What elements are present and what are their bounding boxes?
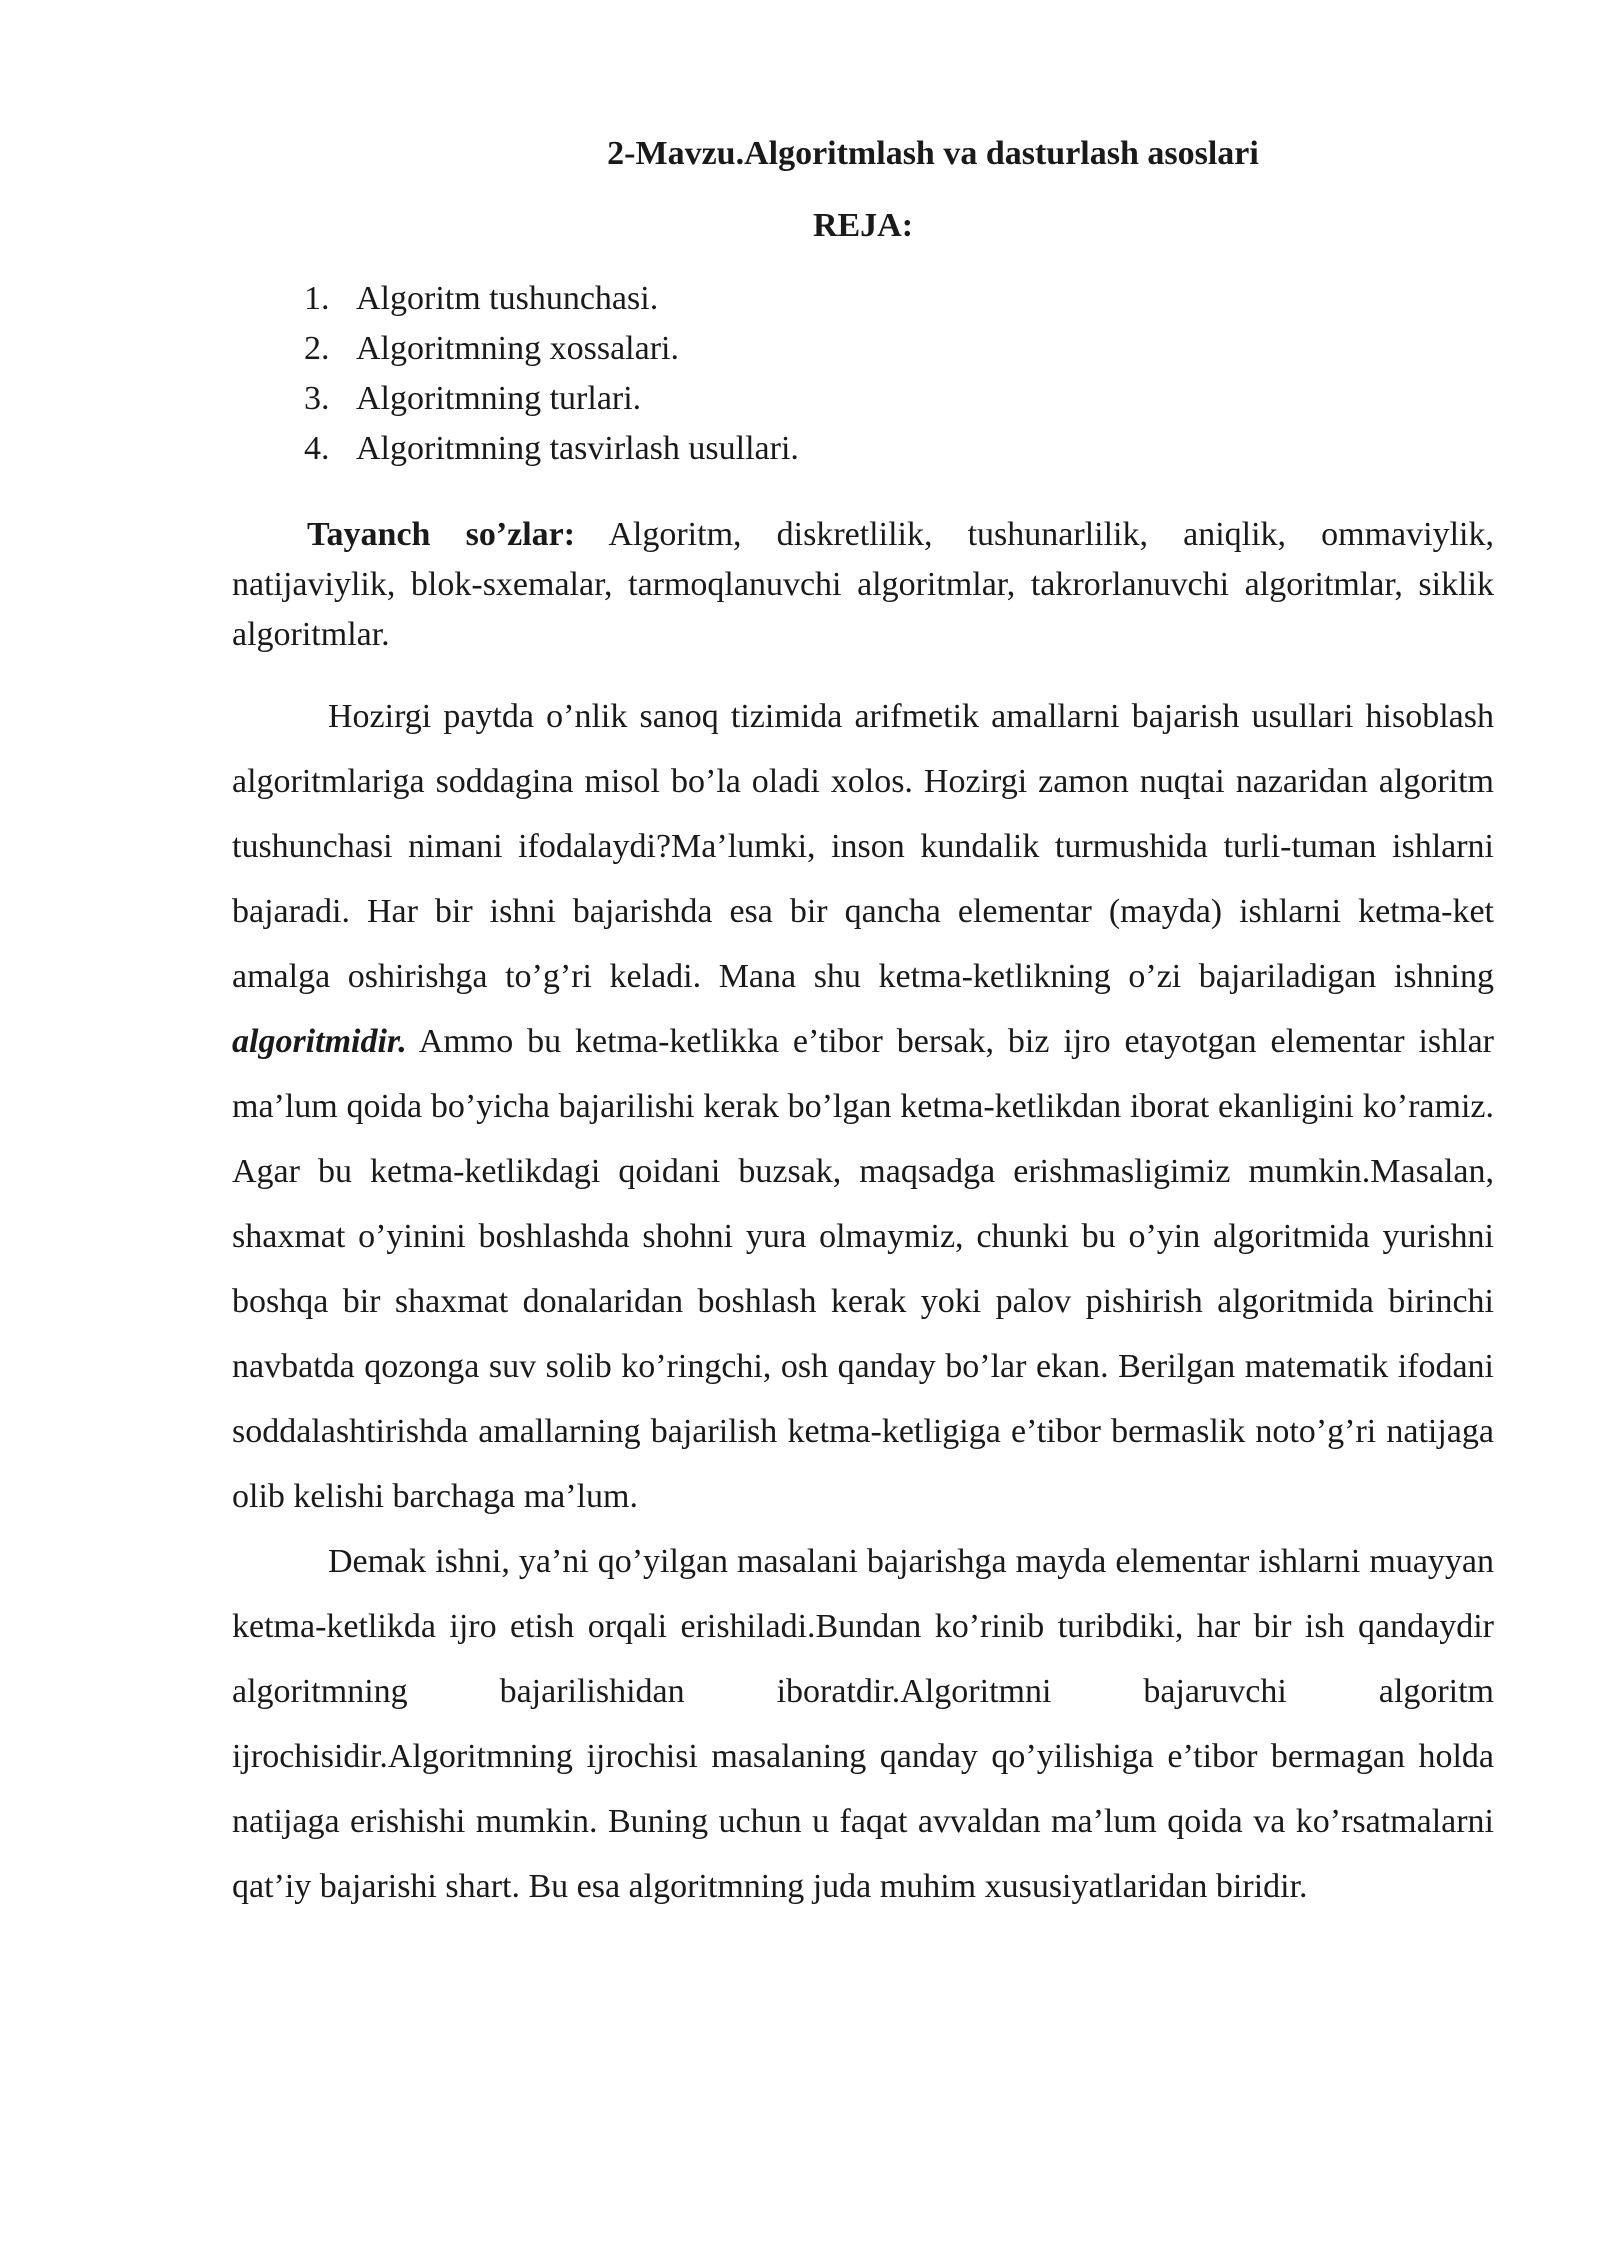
plan-item-text: Algoritm tushunchasi. [356, 280, 659, 317]
document-title: 2-Mavzu.Algoritmlash va dasturlash asoslari [607, 135, 1259, 172]
paragraph-1-emphasis: algoritmidir. [232, 1023, 407, 1060]
plan-item-text: Algoritmning turlari. [356, 380, 642, 417]
plan-item-number: 4. [304, 430, 330, 467]
plan-item [304, 374, 1494, 424]
keywords-paragraph [232, 510, 1494, 660]
body-paragraph-2 [232, 1529, 1494, 1919]
plan-item-text: Algoritmning tasvirlash usullari. [356, 430, 799, 467]
body-paragraph-1 [232, 684, 1494, 1529]
plan-item-number: 1. [304, 280, 330, 317]
paragraph-2-text: Demak ishni, ya’ni qo’yilgan masalani bajarishga mayda elementar ishlarni muayyan ketma-ketlikda ijro etish orqali erishiladi.Bundan ko’rinib turibdiki, har bir ish qandaydir algoritmning bajarilishidan iboratdir.Algoritmni bajaruvchi algoritm ijrochisidir.Algoritmning ijrochisi masalaning qanday qo’yilishiga e’tibor bermagan holda natijaga erishishi mumkin. Buning uchun u faqat avvaldan ma’lum qoida va ko’rsatmalarni qat’iy bajarishi shart. Bu esa algoritmning juda muhim xususiyatlaridan biridir. [232, 1543, 1494, 1905]
plan-item [304, 424, 1494, 474]
paragraph-1-text-b: Ammo bu ketma-ketlikka e’tibor bersak, biz ijro etayotgan elementar ishlar ma’lum qoida bo’yicha bajarilishi kerak bo’lgan ketma-ketlikdan iborat ekanligini ko’ramiz. Agar bu ketma-ketlikdagi qoidani buzsak, maqsadga erishmasligimiz mumkin.Masalan, shaxmat o’yinini boshlashda shohni yura olmaymiz, chunki bu o’yin algoritmida yurishni boshqa bir shaxmat donalaridan boshlash kerak yoki palov pishirish algoritmida birinchi navbatda qozonga suv solib ko’ringchi, osh qanday bo’lar ekan. Berilgan matematik ifodani soddalashtirishda amallarning bajarilish ketma-ketligiga e’tibor bermaslik noto’g’ri natijaga olib kelishi barchaga ma’lum. [232, 1023, 1494, 1515]
plan-item [304, 274, 1494, 324]
plan-item [304, 324, 1494, 374]
plan-heading: REJA: [812, 207, 914, 244]
plan-item-text: Algoritmning xossalari. [356, 330, 679, 367]
paragraph-1-text-a: Hozirgi paytda o’nlik sanoq tizimida arifmetik amallarni bajarish usullari hisoblash algoritmlariga soddagina misol bo’la oladi xolos. Hozirgi zamon nuqtai nazaridan algoritm tushunchasi nimani ifodalaydi?Ma’lumki, inson kundalik turmushida turli-tuman ishlarni bajaradi. Har bir ishni bajarishda esa bir qancha elementar (mayda) ishlarni ketma-ket amalga oshirishga to’g’ri keladi. Mana shu ketma-ketlikning o’zi bajariladigan ishning [232, 698, 1494, 995]
keywords-text: Algoritm, diskretlilik, tushunarlilik, aniqlik, ommaviylik, natijaviylik, blok-sxemalar, tarmoqlanuvchi algoritmlar, takrorlanuvchi algoritmlar, siklik algoritmlar. [232, 516, 1494, 653]
plan-item-number: 3. [304, 380, 330, 417]
plan-item-number: 2. [304, 330, 330, 367]
document-page [232, 130, 1494, 1919]
keywords-label: Tayanch so’zlar: [307, 516, 576, 553]
plan-list [232, 274, 1494, 474]
